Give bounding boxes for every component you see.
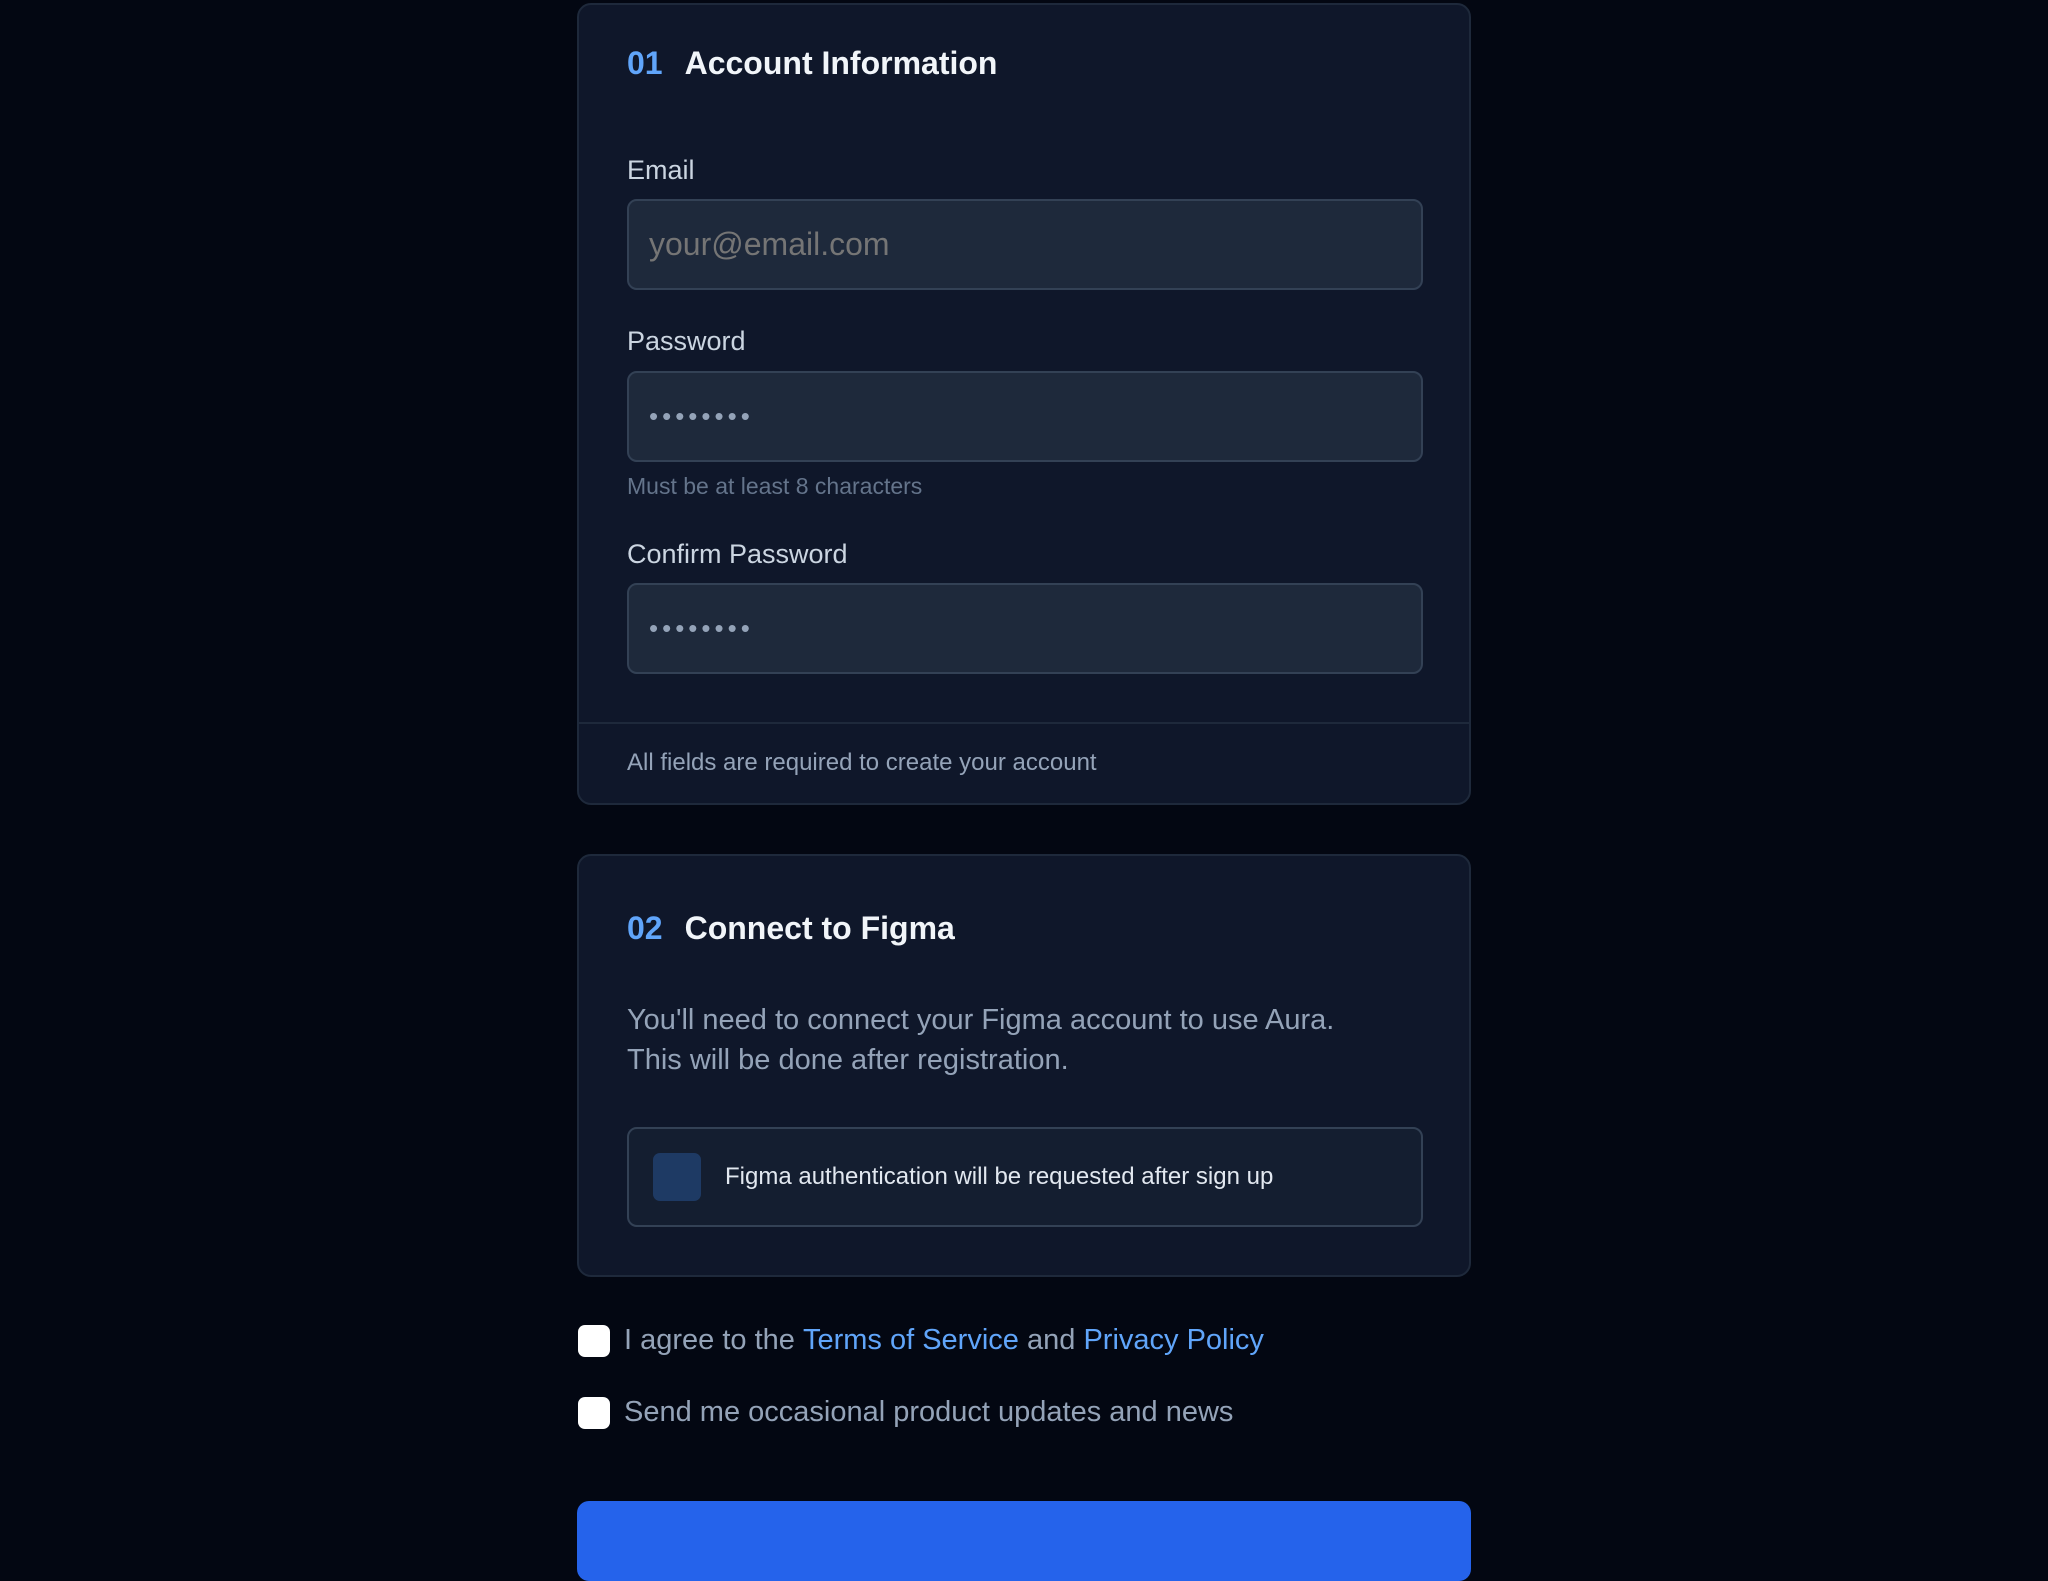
updates-checkbox[interactable]	[578, 1397, 610, 1429]
password-helper: Must be at least 8 characters	[627, 473, 923, 499]
section-title-text: Connect to Figma	[684, 910, 955, 946]
desc-line: You'll need to connect your Figma account to use Aura.	[627, 1004, 1335, 1036]
figma-notice	[627, 1127, 1423, 1227]
section-number: 02	[627, 910, 663, 946]
confirm-password-label: Confirm Password	[627, 539, 848, 569]
password-input[interactable]	[627, 371, 1423, 462]
required-fields-note: All fields are required to create your account	[627, 749, 1097, 776]
updates-row	[578, 1396, 1233, 1429]
email-input[interactable]	[627, 199, 1423, 290]
privacy-policy-link[interactable]: Privacy Policy	[1083, 1324, 1264, 1356]
email-label: Email	[627, 155, 695, 185]
updates-label: Send me occasional product updates and news	[624, 1396, 1234, 1428]
divider	[579, 722, 1469, 724]
confirm-password-value: ••••••••	[649, 613, 754, 643]
section-title	[627, 45, 997, 82]
agree-prefix: I agree to the	[624, 1324, 795, 1356]
terms-of-service-link[interactable]: Terms of Service	[802, 1324, 1019, 1356]
connect-figma-card	[577, 854, 1471, 1277]
section-number: 01	[627, 45, 663, 81]
agree-and: and	[1026, 1324, 1076, 1356]
account-information-card	[577, 3, 1471, 805]
password-value: ••••••••	[649, 401, 754, 431]
agree-terms-checkbox[interactable]	[578, 1325, 610, 1357]
create-account-button[interactable]	[577, 1501, 1471, 1581]
section-title	[627, 910, 955, 947]
desc-line: This will be done after registration.	[627, 1044, 1069, 1076]
password-label: Password	[627, 326, 746, 356]
agree-terms-row	[578, 1324, 1264, 1357]
section-title-text: Account Information	[684, 45, 998, 81]
figma-notice-text: Figma authentication will be requested after sign up	[725, 1163, 1274, 1190]
figma-description	[627, 1000, 1334, 1080]
figma-icon	[653, 1153, 701, 1201]
confirm-password-input[interactable]	[627, 583, 1423, 674]
